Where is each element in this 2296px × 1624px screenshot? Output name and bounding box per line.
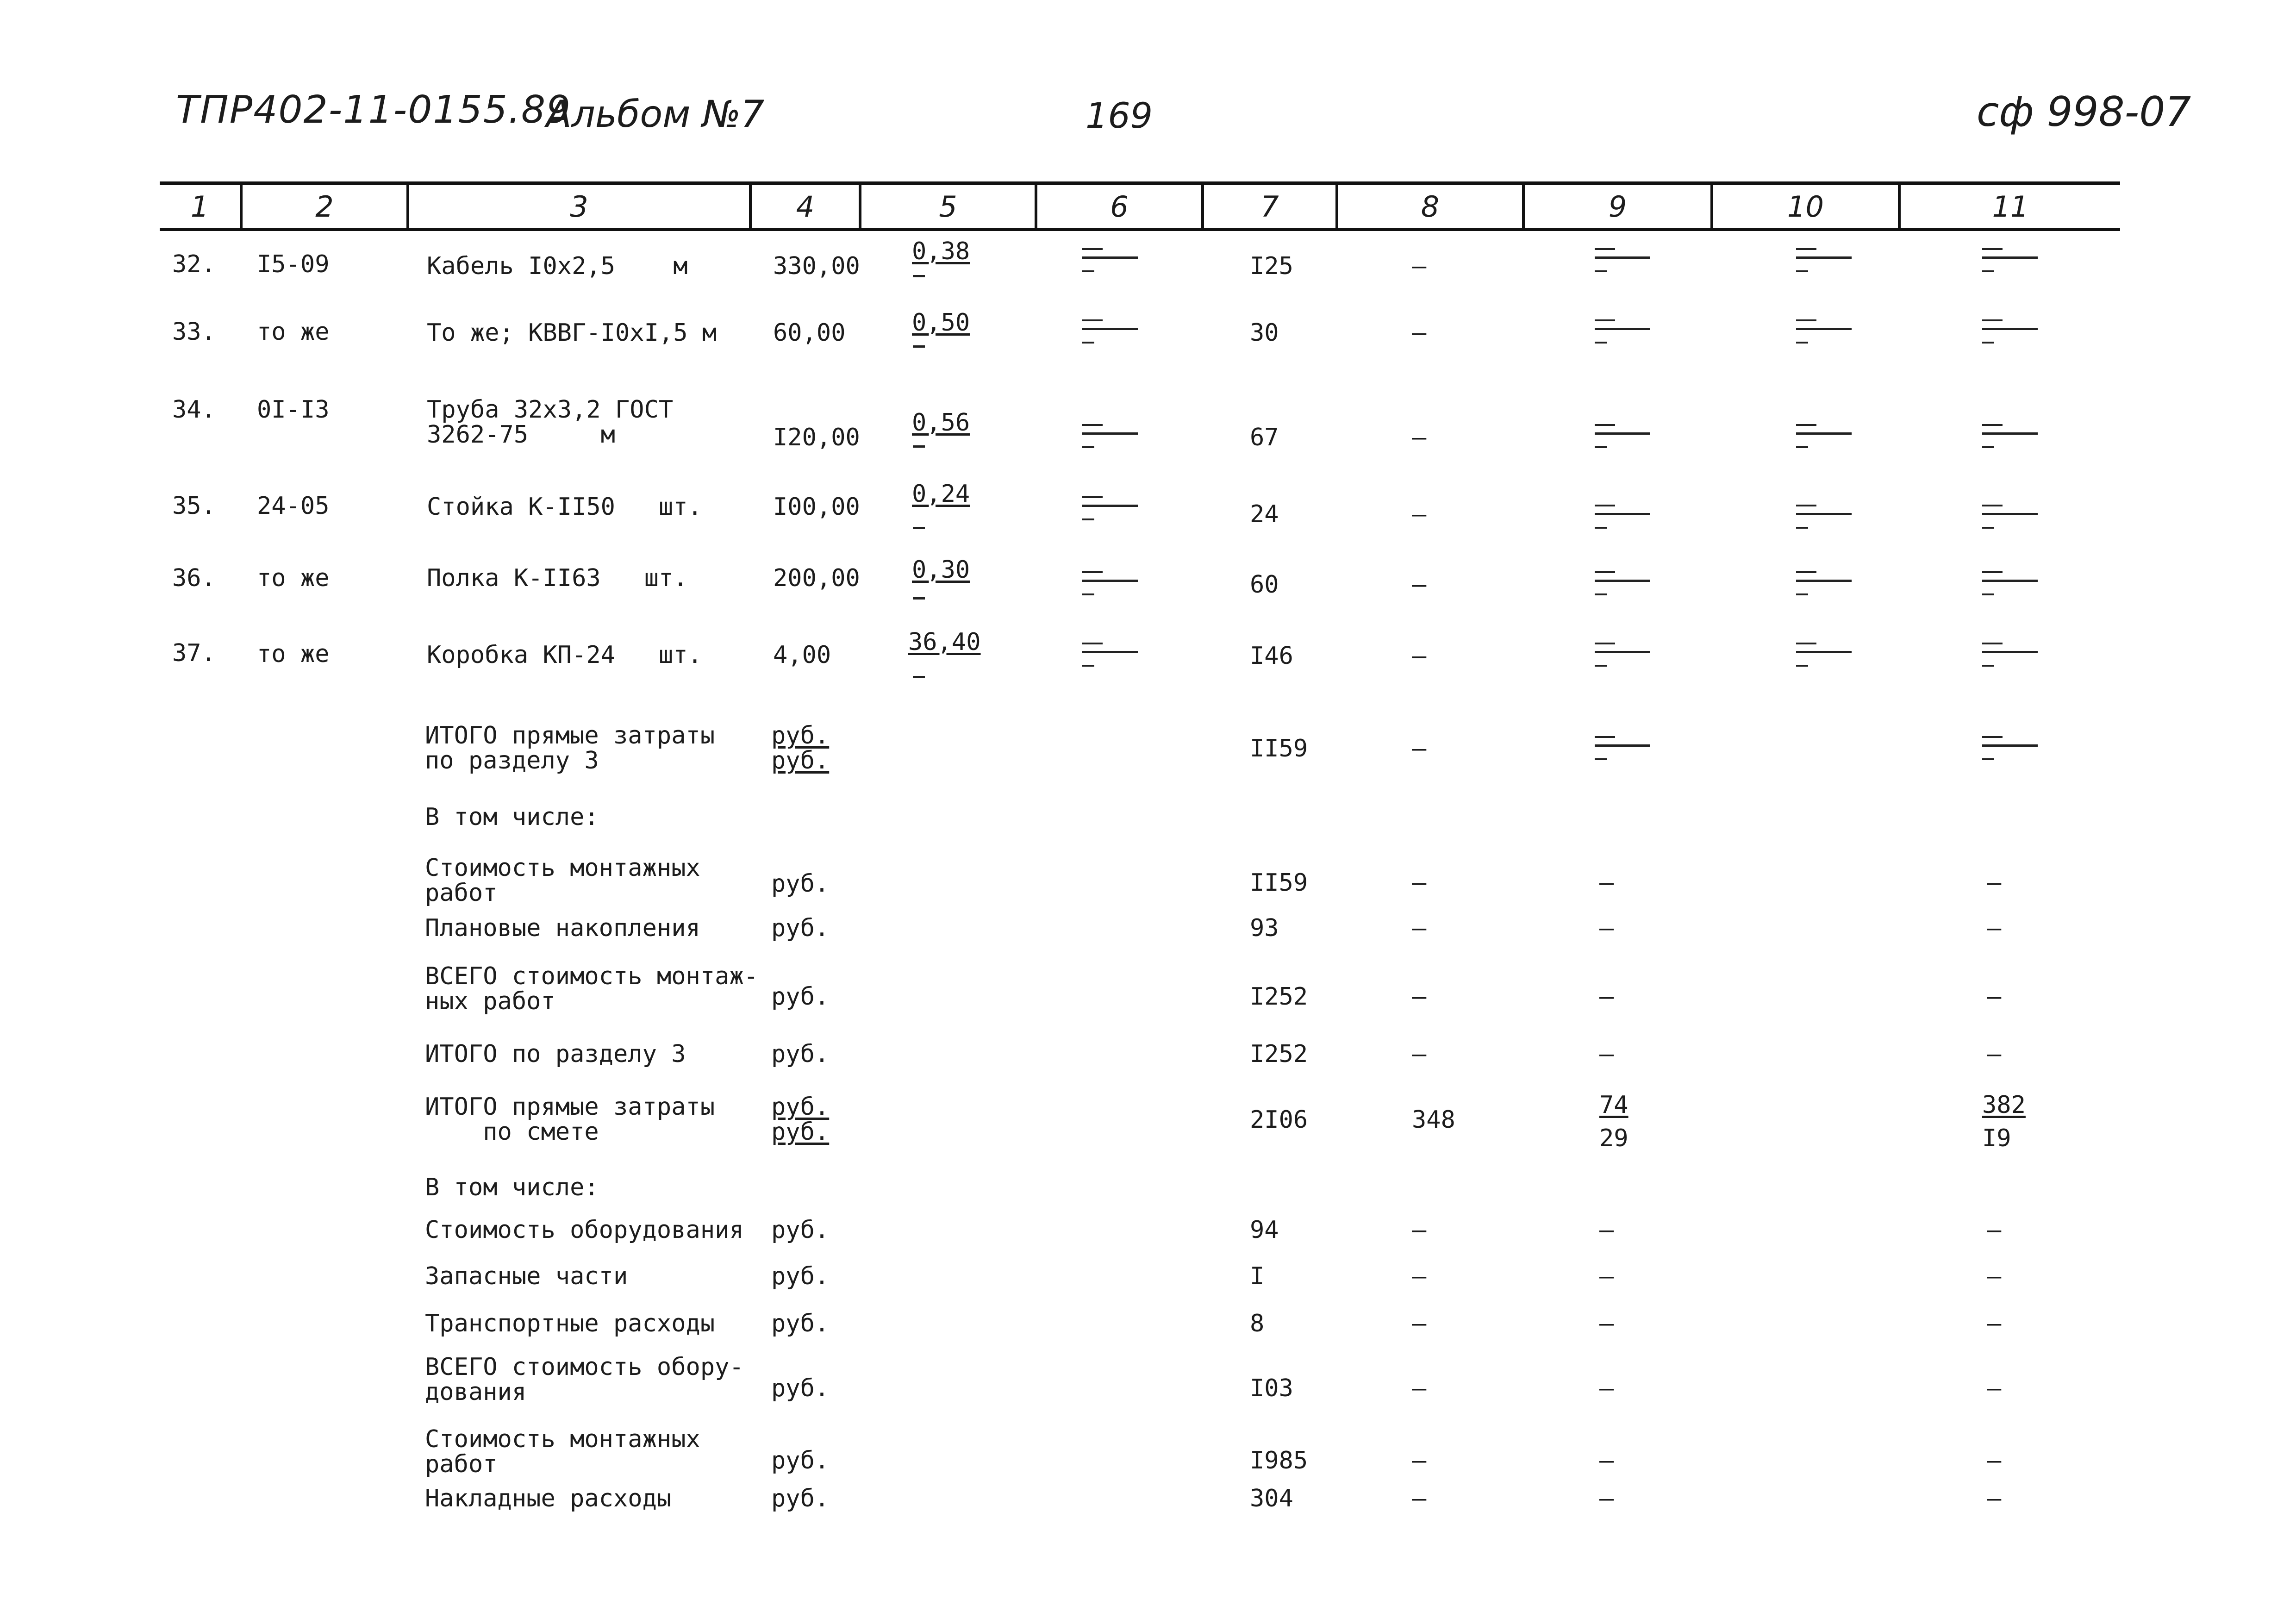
summary-col11: – — [1987, 1447, 2002, 1474]
summary-col9: – — [1599, 914, 1614, 942]
ditto-mark — [1595, 424, 1650, 456]
summary-unit: руб. руб. — [771, 1093, 830, 1146]
ditto-mark — [1595, 505, 1650, 537]
price-fraction-dash — [913, 345, 925, 348]
summary-col11-top: 382 — [1982, 1091, 2026, 1119]
summary-col11: – — [1987, 1216, 2002, 1244]
summary-unit: руб. — [771, 983, 830, 1011]
summary-unit: руб. — [771, 870, 830, 898]
summary-total: 93 — [1250, 914, 1279, 942]
row-name: Коробка КП-24 шт. — [427, 641, 702, 669]
summary-total: II59 — [1250, 735, 1308, 762]
summary-label: ИТОГО по разделу 3 — [425, 1040, 686, 1068]
row-quantity: 200,00 — [773, 564, 860, 592]
row-quantity: 60,00 — [773, 319, 846, 347]
summary-label: Стоимость монтажных работ — [425, 854, 700, 907]
row-name: Полка К-II63 шт. — [427, 564, 688, 592]
album-number: Альбом №7 — [546, 93, 765, 136]
summary-total: I — [1250, 1262, 1265, 1290]
row-number: 33. — [172, 318, 216, 346]
row-col8: – — [1412, 424, 1427, 451]
summary-unit: руб. — [771, 914, 830, 942]
summary-col9-top: 74 — [1599, 1091, 1628, 1119]
summary-total: I03 — [1250, 1374, 1293, 1402]
ditto-mark — [1982, 643, 2038, 675]
summary-col9: – — [1599, 1485, 1614, 1512]
summary-label: Накладные расходы — [425, 1485, 672, 1512]
column-header-3: 3 — [570, 190, 588, 224]
summary-col8: – — [1412, 1310, 1427, 1337]
summary-total: 2I06 — [1250, 1106, 1308, 1134]
summary-unit: руб. — [771, 1262, 830, 1290]
row-total: 24 — [1250, 500, 1279, 528]
row-unit-price: 0,50 — [912, 309, 970, 337]
summary-col9: – — [1599, 1040, 1614, 1068]
row-number: 34. — [172, 396, 216, 424]
summary-col11-bottom: I9 — [1982, 1124, 2011, 1152]
summary-label: ИТОГО прямые затраты по смете — [425, 1093, 715, 1146]
document-code: ТПР402-11-0155.89 — [176, 88, 572, 132]
row-quantity: 4,00 — [773, 641, 831, 669]
row-col8: – — [1412, 571, 1427, 599]
summary-col8: – — [1412, 1216, 1427, 1244]
ditto-mark — [1082, 248, 1138, 281]
summary-col8: – — [1412, 1040, 1427, 1068]
row-code: то же — [257, 640, 330, 668]
ditto-mark — [1082, 424, 1138, 456]
row-unit-price: 0,30 — [912, 556, 970, 584]
ditto-mark — [1595, 248, 1650, 281]
summary-label: Стоимость оборудования — [425, 1216, 744, 1244]
summary-col9: – — [1599, 1310, 1614, 1337]
summary-col8: – — [1412, 1447, 1427, 1474]
row-quantity: 330,00 — [773, 252, 860, 280]
row-number: 36. — [172, 564, 216, 592]
summary-col8: 348 — [1412, 1106, 1455, 1134]
ditto-mark — [1082, 319, 1138, 352]
ditto-mark — [1082, 571, 1138, 604]
summary-label: ВСЕГО стоимость обору- дования — [425, 1353, 744, 1406]
ditto-mark — [1796, 505, 1852, 537]
summary-total: 94 — [1250, 1216, 1279, 1244]
price-fraction-dash — [913, 275, 925, 277]
row-col8: – — [1412, 500, 1427, 528]
ditto-mark — [1796, 571, 1852, 604]
summary-col9: – — [1599, 1447, 1614, 1474]
ditto-mark — [1796, 643, 1852, 675]
summary-col9-bottom: 29 — [1599, 1124, 1628, 1152]
column-header-8: 8 — [1421, 190, 1440, 224]
summary-unit: руб. — [771, 1374, 830, 1402]
row-name: Кабель I0x2,5 м — [427, 252, 688, 280]
summary-total: I985 — [1250, 1447, 1308, 1474]
row-code: I5-09 — [257, 250, 330, 278]
ditto-mark — [1595, 736, 1650, 768]
summary-col11: – — [1987, 1374, 2002, 1402]
summary-col11: – — [1987, 1040, 2002, 1068]
column-header-1: 1 — [190, 190, 209, 224]
row-col8: – — [1412, 252, 1427, 280]
column-header-5: 5 — [939, 190, 957, 224]
summary-label: ИТОГО прямые затраты по разделу 3 — [425, 722, 715, 775]
summary-unit: руб. руб. — [771, 722, 830, 775]
price-fraction-dash — [913, 597, 925, 600]
summary-col9: – — [1599, 983, 1614, 1011]
summary-total: 304 — [1250, 1485, 1293, 1512]
column-header-6: 6 — [1110, 190, 1129, 224]
row-unit-price: 0,56 — [912, 409, 970, 437]
summary-total: 8 — [1250, 1310, 1265, 1337]
ditto-mark — [1595, 643, 1650, 675]
summary-label: Плановые накопления — [425, 914, 700, 942]
summary-unit: руб. — [771, 1310, 830, 1337]
summary-unit: руб. — [771, 1447, 830, 1474]
summary-label: Запасные части — [425, 1262, 628, 1290]
price-fraction-dash — [913, 676, 925, 678]
summary-col11: – — [1987, 869, 2002, 897]
ditto-mark — [1982, 319, 2038, 352]
summary-col8: – — [1412, 914, 1427, 942]
summary-col8: – — [1412, 869, 1427, 897]
row-total: 30 — [1250, 319, 1279, 347]
summary-col11: – — [1987, 983, 2002, 1011]
summary-col9: – — [1599, 1216, 1614, 1244]
table-header-rule — [160, 228, 2120, 231]
row-name: Стойка К-II50 шт. — [427, 493, 702, 521]
column-header-4: 4 — [796, 190, 815, 224]
ditto-mark — [1082, 496, 1138, 529]
ditto-mark — [1982, 505, 2038, 537]
row-code: 0I-I3 — [257, 396, 330, 424]
row-name: Труба 32x3,2 ГОСТ 3262-75 м — [427, 396, 674, 449]
summary-col8: – — [1412, 1485, 1427, 1512]
row-unit-price: 36,40 — [908, 628, 981, 656]
summary-col8: – — [1412, 983, 1427, 1011]
summary-col11: – — [1987, 1485, 2002, 1512]
row-col8: – — [1412, 319, 1427, 347]
ditto-mark — [1595, 319, 1650, 352]
column-header-11: 11 — [1992, 190, 2029, 224]
ditto-mark — [1796, 248, 1852, 281]
row-code: 24-05 — [257, 492, 330, 520]
row-code: то же — [257, 318, 330, 346]
ditto-mark — [1982, 571, 2038, 604]
summary-total: I252 — [1250, 1040, 1308, 1068]
summary-label: ВСЕГО стоимость монтаж- ных работ — [425, 962, 759, 1015]
ditto-mark — [1796, 424, 1852, 456]
row-quantity: I00,00 — [773, 493, 860, 521]
row-unit-price: 0,24 — [912, 480, 970, 508]
column-header-9: 9 — [1608, 190, 1627, 224]
page-number: 169 — [1086, 95, 1153, 136]
summary-unit: руб. — [771, 1485, 830, 1512]
ditto-mark — [1982, 248, 2038, 281]
ditto-mark — [1796, 319, 1852, 352]
row-total: I46 — [1250, 642, 1293, 670]
row-name: То же; КВВГ-I0xI,5 м — [427, 319, 717, 347]
summary-subheading: В том числе: — [425, 1174, 599, 1201]
summary-col8: – — [1412, 1262, 1427, 1290]
price-fraction-dash — [913, 527, 925, 529]
row-number: 35. — [172, 492, 216, 520]
table-top-rule — [160, 181, 2120, 185]
summary-col9: – — [1599, 869, 1614, 897]
summary-col8: – — [1412, 735, 1427, 762]
summary-col11: – — [1987, 1310, 2002, 1337]
row-quantity: I20,00 — [773, 424, 860, 451]
row-unit-price: 0,38 — [912, 237, 970, 265]
inventory-stamp: сф 998-07 — [1977, 88, 2191, 136]
ditto-mark — [1982, 736, 2038, 768]
summary-label: Стоимость монтажных работ — [425, 1425, 700, 1478]
row-total: I25 — [1250, 252, 1293, 280]
summary-subheading: В том числе: — [425, 803, 599, 831]
summary-col9: – — [1599, 1262, 1614, 1290]
row-code: то же — [257, 564, 330, 592]
row-total: 67 — [1250, 424, 1279, 451]
summary-col9: – — [1599, 1374, 1614, 1402]
summary-unit: руб. — [771, 1216, 830, 1244]
summary-col11: – — [1987, 1262, 2002, 1290]
summary-label: Транспортные расходы — [425, 1310, 715, 1337]
row-total: 60 — [1250, 571, 1279, 599]
row-number: 37. — [172, 639, 216, 667]
column-header-7: 7 — [1260, 190, 1279, 224]
summary-total: I252 — [1250, 983, 1308, 1011]
ditto-mark — [1082, 643, 1138, 675]
row-number: 32. — [172, 250, 216, 278]
ditto-mark — [1595, 571, 1650, 604]
row-col8: – — [1412, 642, 1427, 670]
summary-unit: руб. — [771, 1040, 830, 1068]
summary-col11: – — [1987, 914, 2002, 942]
ditto-mark — [1982, 424, 2038, 456]
column-header-10: 10 — [1787, 190, 1824, 224]
price-fraction-dash — [913, 445, 925, 448]
summary-col8: – — [1412, 1374, 1427, 1402]
summary-total: II59 — [1250, 869, 1308, 897]
column-header-2: 2 — [315, 190, 334, 224]
